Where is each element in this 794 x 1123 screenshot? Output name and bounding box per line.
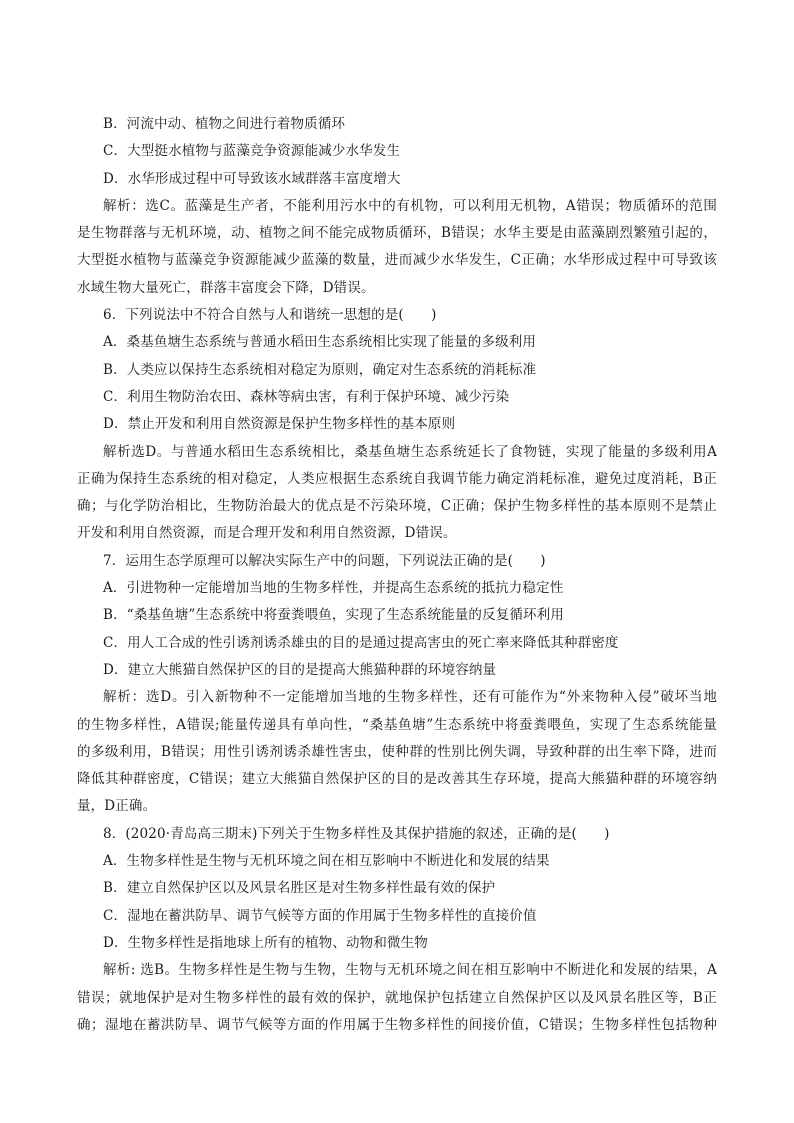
text-line: 大型挺水植物与蓝藻竞争资源能减少蓝藻的数量，进而减少水华发生，C正确；水华形成过程中可导致该 [77,252,717,269]
text-line: 确；与化学防治相比，生物防治最大的优点是不污染环境，C正确；保护生物多样性的基本原则不是禁止 [77,498,717,515]
text-line: A．桑基鱼塘生态系统与普通水稻田生态系统相比实现了能量的多级利用 [103,334,537,351]
text-line: B．人类应以保持生态系统相对稳定为原则，确定对生态系统的消耗标准 [103,361,537,378]
text-line: 的生物多样性，A错误;能量传递具有单向性，“桑基鱼塘”生态系统中将蚕粪喂鱼，实现了生态系统能量 [77,716,717,733]
text-line: 解析: 选B。生物多样性是生物与生物，生物与无机环境之间在相互影响中不断进化和发展的结果，A [103,962,717,979]
text-line: B．建立自然保护区以及风景名胜区是对生物多样性最有效的保护 [103,880,496,897]
text-line: D．禁止开发和利用自然资源是保护生物多样性的基本原则 [103,416,456,433]
text-line: 是生物群落与无机环境，动、植物之间不能完成物质循环，B错误；水华主要是由蓝藻剧烈繁殖引起的， [77,225,717,242]
text-line: C．用人工合成的性引诱剂诱杀雄虫的目的是通过提高害虫的死亡率来降低其种群密度 [103,634,619,651]
text-line: D．生物多样性是指地球上所有的植物、动物和微生物 [103,934,428,951]
text-line: 错误；就地保护是对生物多样性的最有效的保护，就地保护包括建立自然保护区以及风景名胜区等，B正 [77,989,717,1006]
text-line: 6．下列说法中不符合自然与人和谐统一思想的是( ) [103,307,437,324]
text-line: 的多级利用，B错误；用性引诱剂诱杀雄性害虫，使种群的性别比例失调，导致种群的出生率下降，进而 [77,743,717,760]
text-line: A．引进物种一定能增加当地的生物多样性，并提高生态系统的抵抗力稳定性 [103,580,564,597]
text-line: B．“桑基鱼塘”生态系统中将蚕粪喂鱼，实现了生态系统能量的反复循环利用 [103,607,564,624]
text-line: A．生物多样性是生物与无机环境之间在相互影响中不断进化和发展的结果 [103,853,550,870]
document-body [77,111,717,1039]
text-line: 正确为保持生态系统的相对稳定，人类应根据生态系统自我调节能力确定消耗标准，避免过度消耗，B正 [77,470,717,487]
text-line: D．水华形成过程中可导致该水域群落丰富度增大 [103,170,401,187]
text-line: C．利用生物防治农田、森林等病虫害，有利于保护环境、减少污染 [103,388,510,405]
text-line: 量，D正确。 [77,798,157,815]
text-line: 解析：选C。蓝藻是生产者，不能利用污水中的有机物，可以利用无机物，A错误；物质循环的范围 [103,197,717,214]
text-line: 水域生物大量死亡，群落丰富度会下降，D错误。 [77,279,375,296]
text-line: 降低其种群密度，C错误；建立大熊猫自然保护区的目的是改善其生存环境，提高大熊猫种群的环境容纳 [77,771,717,788]
text-line: 开发和利用自然资源，而是合理开发和利用自然资源，D错误。 [77,525,457,542]
text-line: 7．运用生态学原理可以解决实际生产中的问题，下列说法正确的是( ) [103,552,546,569]
text-line: 解析：选D。引入新物种不一定能增加当地的生物多样性，还有可能作为“外来物种入侵”破坏当地 [103,689,717,706]
text-line: 解析选D。与普通水稻田生态系统相比，桑基鱼塘生态系统延长了食物链，实现了能量的多级利用A [103,443,717,460]
text-line: B．河流中动、植物之间进行着物质循环 [103,116,346,132]
text-line: C．大型挺水植物与蓝藻竞争资源能减少水华发生 [103,143,401,160]
text-line: 确；湿地在蓄洪防旱、调节气候等方面的作用属于生物多样性的间接价值，C错误；生物多样性包括物种 [77,1016,717,1033]
text-line: C．湿地在蓄洪防旱、调节气候等方面的作用属于生物多样性的直接价值 [103,907,537,924]
text-line: D．建立大熊猫自然保护区的目的是提高大熊猫种群的环境容纳量 [103,661,497,678]
text-line: 8．(2020·青岛高三期末)下列关于生物多样性及其保护措施的叙述，正确的是( ) [103,825,610,842]
